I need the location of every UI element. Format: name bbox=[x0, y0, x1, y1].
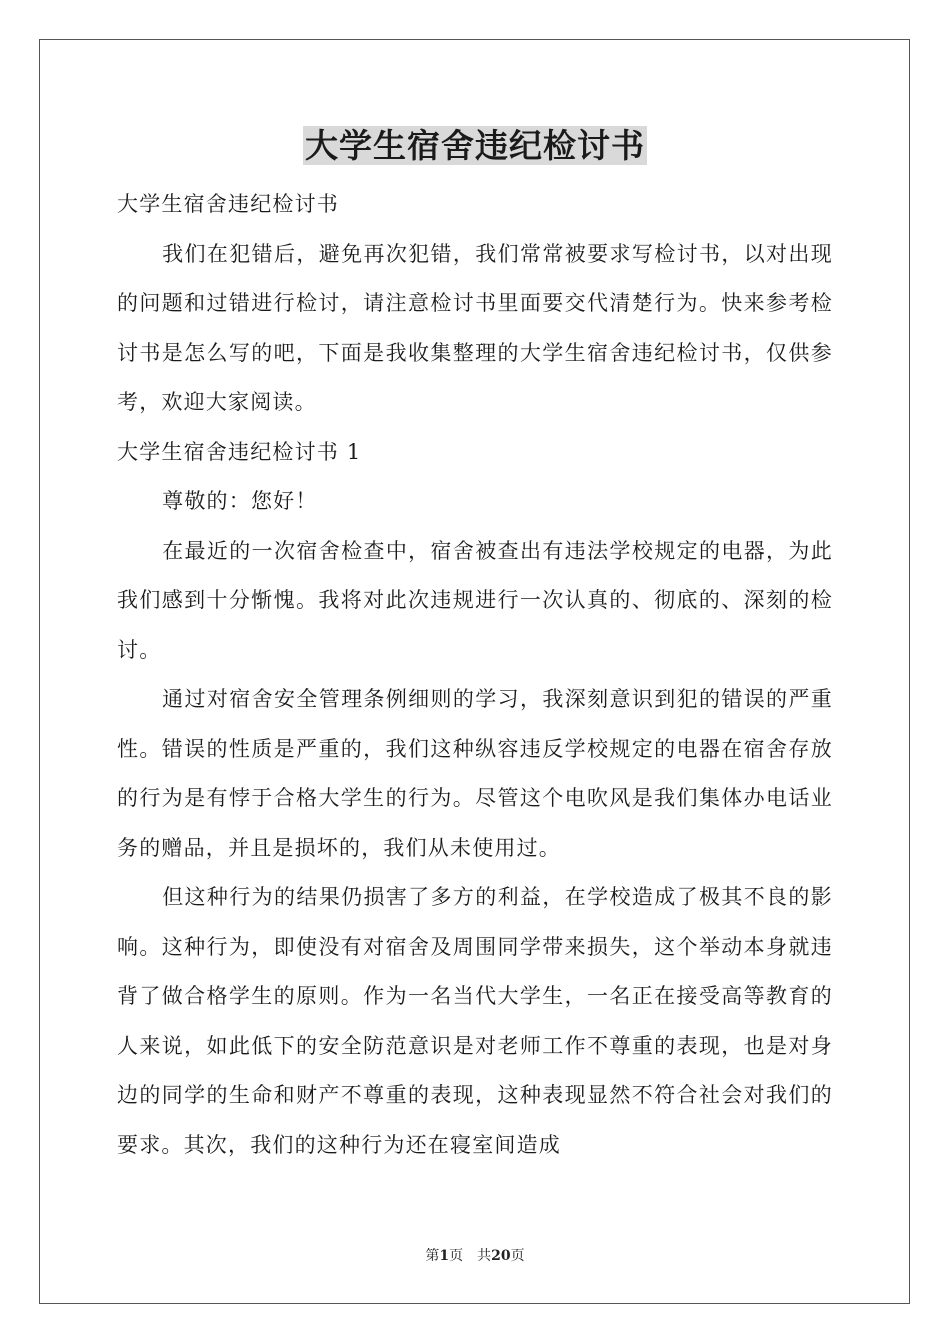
document-title bbox=[0, 124, 950, 168]
footer-total-pages: 20 bbox=[491, 1248, 511, 1264]
document-body bbox=[117, 180, 833, 1170]
footer-suffix: 页 bbox=[510, 1248, 525, 1264]
body-paragraph: 但这种行为的结果仍损害了多方的利益，在学校造成了极其不良的影响。这种行为，即使没有对宿舍及周围同学带来损失，这个举动本身就违背了做合格学生的原则。作为一名当代大学生，一名正在接受高等教育的人来说，如此低下的安全防范意识是对老师工作不尊重的表现，也是对身边的同学的生命和财产不尊重的表现，这种表现显然不符合社会对我们的要求。其次，我们的这种行为还在寝室间造成 bbox=[117, 885, 833, 1157]
footer-prefix: 第 bbox=[425, 1248, 440, 1264]
body-paragraph: 我们在犯错后，避免再次犯错，我们常常被要求写检讨书，以对出现的问题和过错进行检讨，请注意检讨书里面要交代清楚行为。快来参考检讨书是怎么写的吧，下面是我收集整理的大学生宿舍违纪检讨书，仅供参考，欢迎大家阅读。 bbox=[117, 241, 833, 414]
footer-current-page: 1 bbox=[439, 1248, 450, 1264]
footer-mid: 页 共 bbox=[449, 1248, 492, 1264]
document-title-text: 大学生宿舍违纪检讨书 bbox=[305, 126, 645, 165]
page-footer bbox=[0, 1247, 950, 1265]
body-paragraph: 通过对宿舍安全管理条例细则的学习，我深刻意识到犯的错误的严重性。错误的性质是严重的，我们这种纵容违反学校规定的电器在宿舍存放的行为是有悖于合格大学生的行为。尽管这个电吹风是我们集体办电话业务的赠品，并且是损坏的，我们从未使用过。 bbox=[117, 687, 833, 860]
document-subtitle: 大学生宿舍违纪检讨书 bbox=[117, 192, 339, 216]
body-paragraph: 尊敬的：您好！ bbox=[162, 489, 318, 513]
section-heading: 大学生宿舍违纪检讨书 1 bbox=[117, 439, 362, 464]
body-paragraph: 在最近的一次宿舍检查中，宿舍被查出有违法学校规定的电器，为此我们感到十分惭愧。我将对此次违规进行一次认真的、彻底的、深刻的检讨。 bbox=[117, 538, 833, 662]
